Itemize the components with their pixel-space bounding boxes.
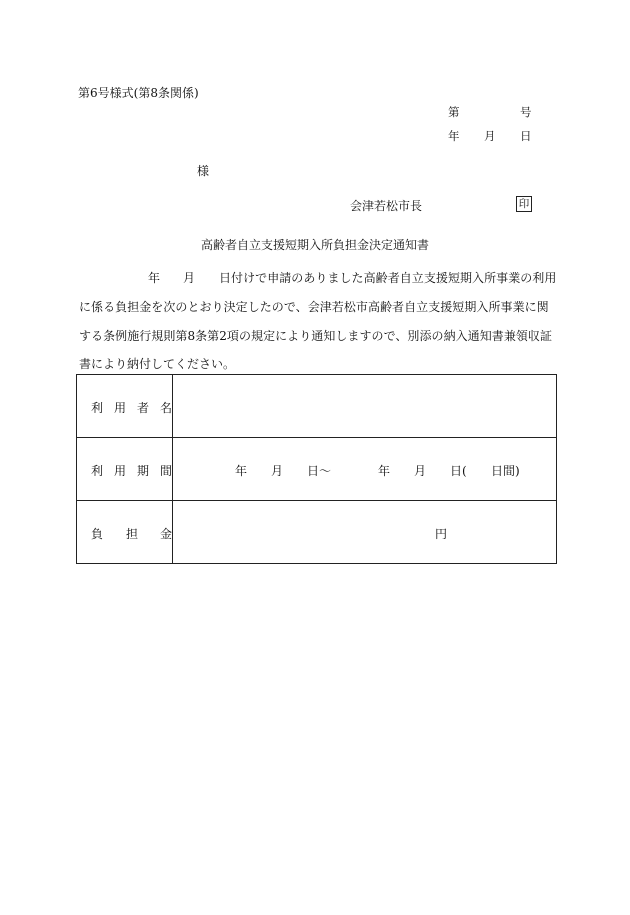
usage-period-value[interactable]	[173, 438, 557, 501]
addressee-honorific: 様	[197, 164, 210, 178]
period-start-year: 年	[235, 464, 248, 478]
document-title: 高齢者自立支援短期入所負担金決定通知書	[200, 238, 429, 252]
body-line-2: に係る負担金を次のとおり決定したので、会津若松市高齢者自立支援短期入所事業に関	[79, 300, 549, 314]
body-date-year: 年	[148, 271, 161, 285]
document-number-prefix: 第	[448, 105, 460, 119]
document-number-suffix: 号	[520, 105, 532, 119]
usage-period-label: 利 用 期 間	[77, 438, 173, 501]
issue-date-year: 年	[448, 129, 460, 143]
period-end-month: 月	[414, 464, 427, 478]
body-line-1: 日付けで申請のありました高齢者自立支援短期入所事業の利用	[219, 271, 557, 285]
period-day-count: 日間)	[491, 464, 520, 478]
table-row-usage-period	[77, 438, 557, 501]
seal-mark: 印	[516, 196, 532, 212]
issue-date-day: 日	[520, 129, 532, 143]
form-number: 第6号様式(第8条関係)	[78, 86, 199, 100]
body-date-month: 月	[183, 271, 196, 285]
period-start-month: 月	[271, 464, 284, 478]
period-end-day: 日(	[450, 464, 467, 478]
charge-details-table	[76, 374, 557, 564]
period-start-day: 日〜	[307, 464, 332, 478]
charge-label: 負 担 金	[77, 501, 173, 564]
user-name-label: 利 用 者 名	[77, 375, 173, 438]
period-end-year: 年	[378, 464, 391, 478]
amount-unit-yen: 円	[435, 527, 448, 541]
issuer-name: 会津若松市長	[350, 199, 423, 213]
issue-date-month: 月	[484, 129, 496, 143]
body-line-3: する条例施行規則第8条第2項の規定により通知しますので、別添の納入通知書兼領収証	[79, 329, 553, 343]
table-row-user-name	[77, 375, 557, 438]
user-name-value[interactable]	[173, 375, 557, 438]
body-line-4: 書により納付してください。	[79, 357, 236, 371]
charge-amount-value[interactable]	[173, 501, 557, 564]
table-row-charge	[77, 501, 557, 564]
